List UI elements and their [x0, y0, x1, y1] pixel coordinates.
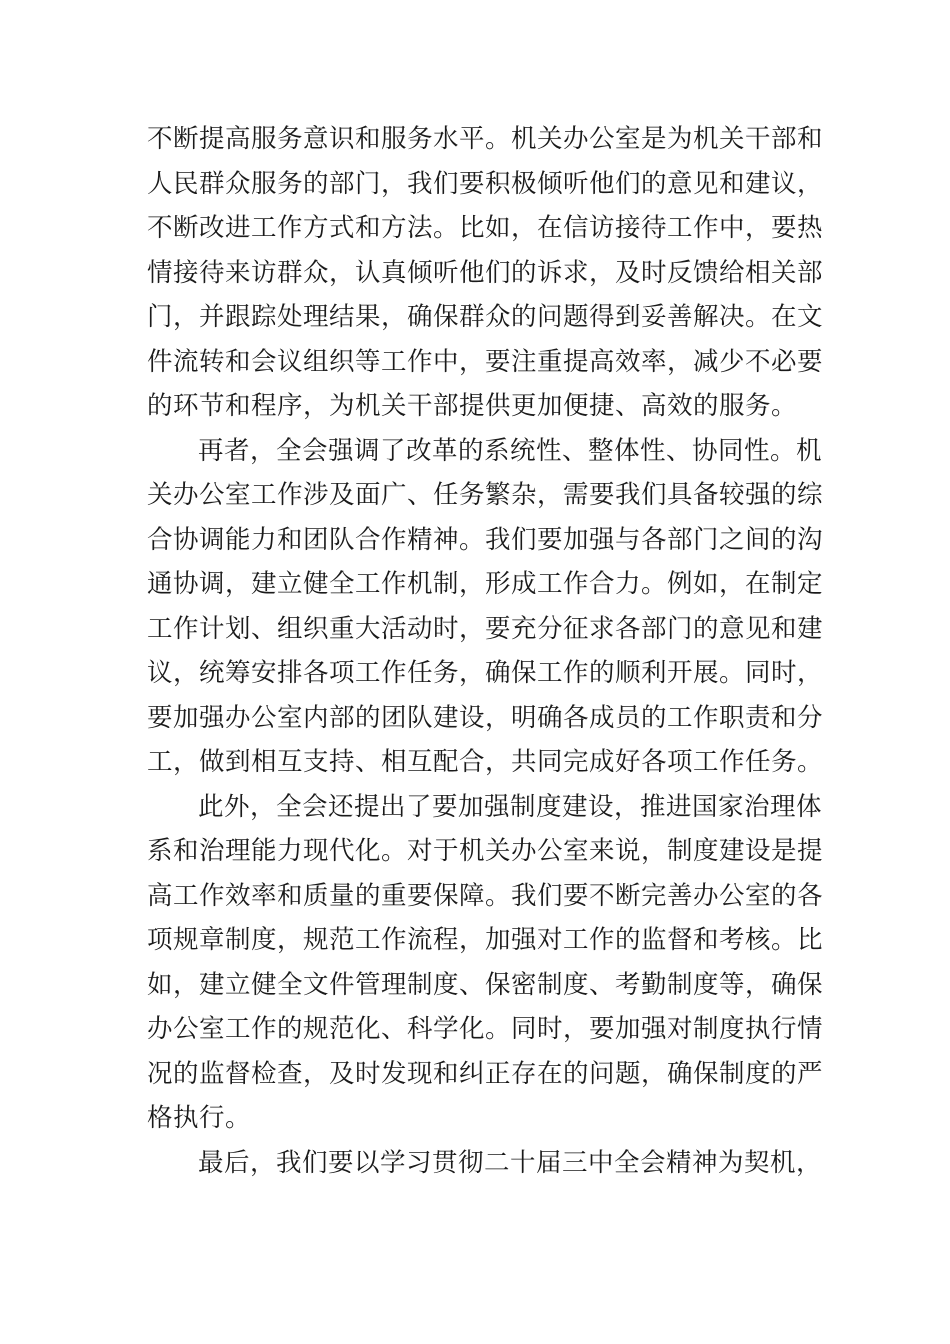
text-line: 此外，全会还提出了要加强制度建设，推进国家治理体 [198, 791, 823, 822]
text-line: 再者，全会强调了改革的系统性、整体性、协同性。机 [198, 435, 823, 466]
text-line: 工作计划、组织重大活动时，要充分征求各部门的意见和建 [147, 613, 824, 644]
text-line: 情接待来访群众，认真倾听他们的诉求，及时反馈给相关部 [147, 257, 824, 288]
text-line: 通协调，建立健全工作机制，形成工作合力。例如，在制定 [147, 569, 824, 599]
text-line: 高工作效率和质量的重要保障。我们要不断完善办公室的各 [147, 880, 824, 911]
text-line: 合协调能力和团队合作精神。我们要加强与各部门之间的沟 [147, 524, 824, 555]
text-line: 件流转和会议组织等工作中，要注重提高效率，减少不必要 [147, 346, 824, 377]
text-line: 工，做到相互支持、相互配合，共同完成好各项工作任务。 [147, 747, 824, 777]
paragraph-continued [147, 117, 824, 429]
text-line: 最后，我们要以学习贯彻二十届三中全会精神为契机， [198, 1147, 823, 1178]
text-line: 关办公室工作涉及面广、任务繁杂，需要我们具备较强的综 [147, 480, 824, 510]
text-line: 格执行。 [147, 1103, 252, 1133]
text-line: 人民群众服务的部门，我们要积极倾听他们的意见和建议， [147, 168, 824, 199]
paragraph-finally [147, 1141, 823, 1186]
text-line: 议，统筹安排各项工作任务，确保工作的顺利开展。同时， [147, 658, 824, 688]
paragraph-furthermore [147, 429, 824, 785]
text-line: 如，建立健全文件管理制度、保密制度、考勤制度等，确保 [147, 969, 824, 1000]
text-line: 要加强办公室内部的团队建设，明确各成员的工作职责和分 [147, 702, 824, 733]
text-line: 项规章制度，规范工作流程，加强对工作的监督和考核。比 [147, 925, 824, 955]
text-line: 不断提高服务意识和服务水平。机关办公室是为机关干部和 [147, 124, 824, 154]
document-body [147, 117, 824, 1185]
text-line: 况的监督检查，及时发现和纠正存在的问题，确保制度的严 [147, 1058, 824, 1089]
text-line: 门，并跟踪处理结果，确保群众的问题得到妥善解决。在文 [147, 302, 824, 332]
text-line: 的环节和程序，为机关干部提供更加便捷、高效的服务。 [147, 391, 798, 421]
text-line: 系和治理能力现代化。对于机关办公室来说，制度建设是提 [147, 836, 824, 866]
paragraph-in-addition [147, 785, 824, 1141]
text-line: 不断改进工作方式和方法。比如，在信访接待工作中，要热 [147, 213, 824, 243]
text-line: 办公室工作的规范化、科学化。同时，要加强对制度执行情 [147, 1014, 824, 1044]
